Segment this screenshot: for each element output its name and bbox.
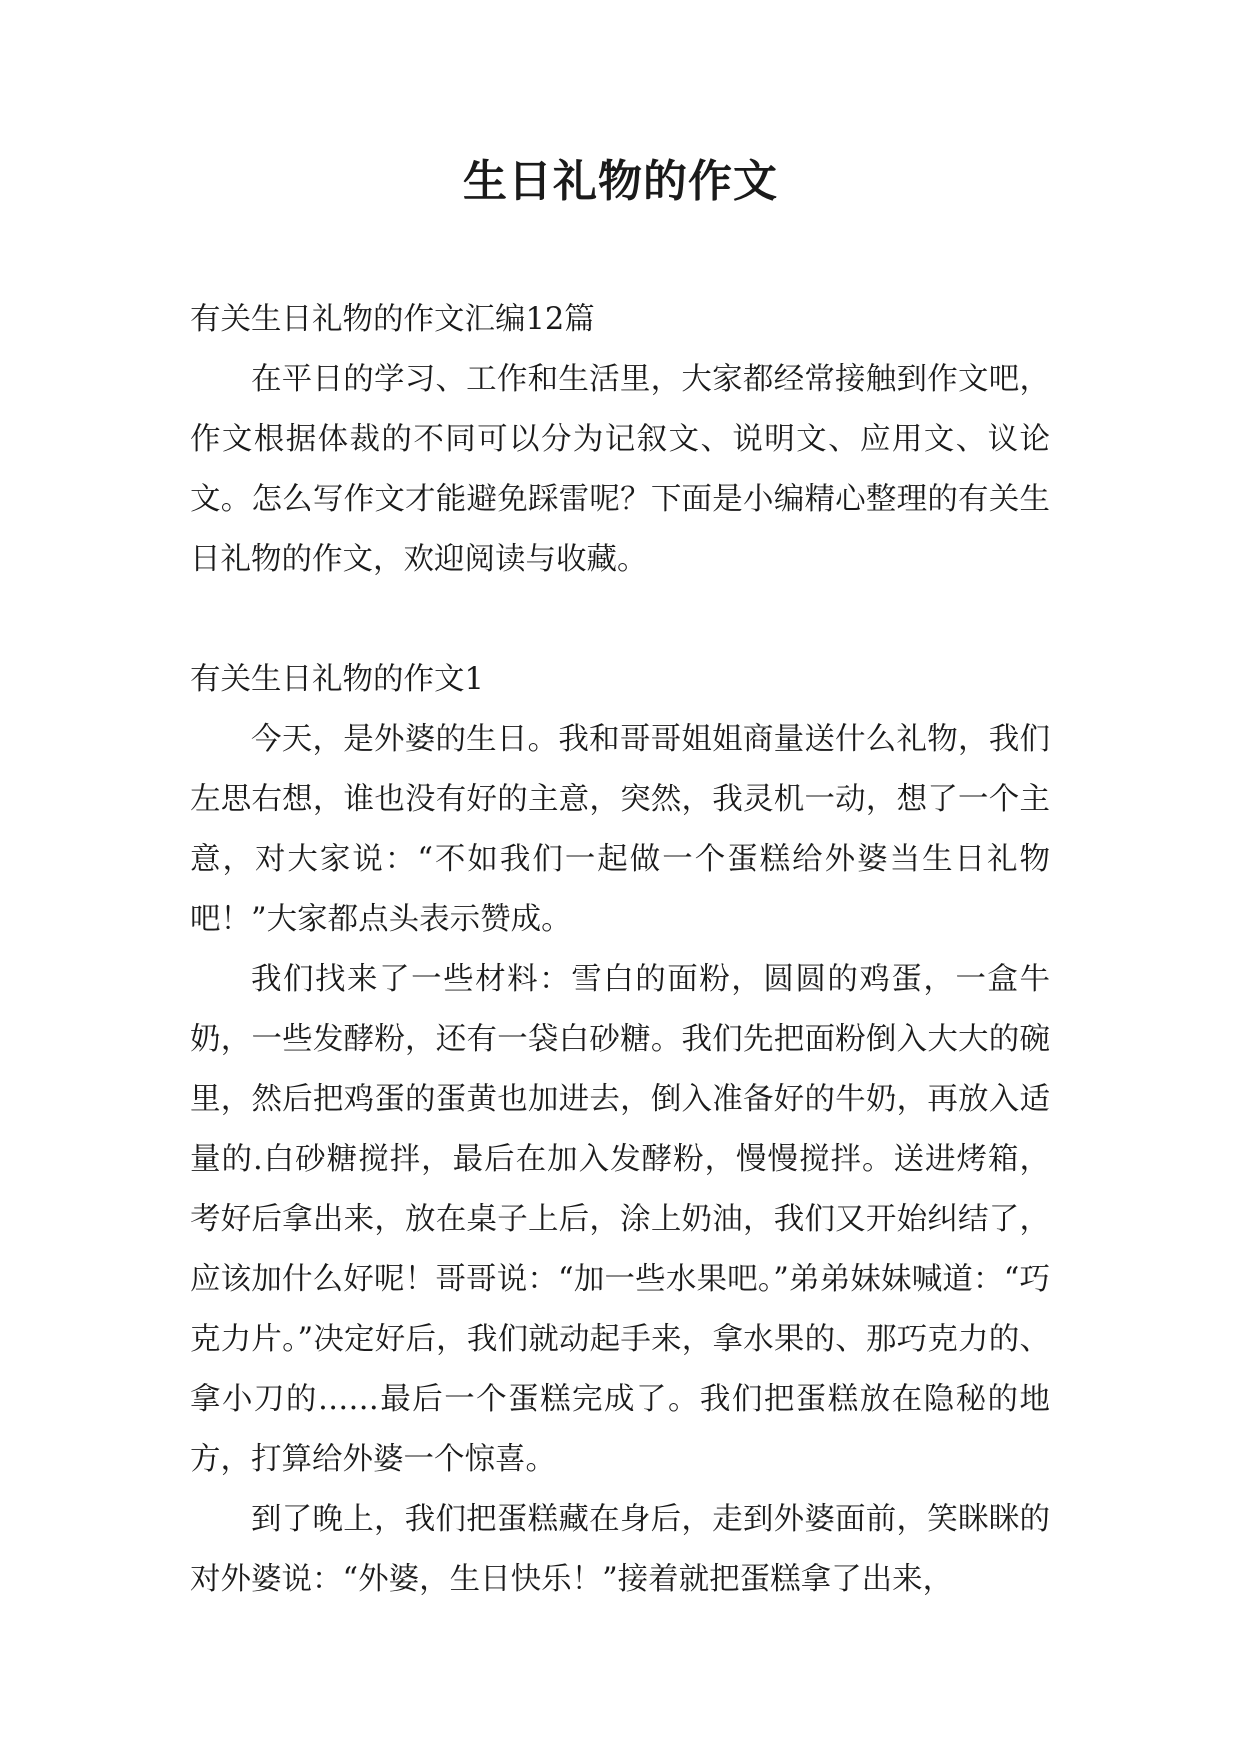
intro-paragraph: 在平日的学习、工作和生活里，大家都经常接触到作文吧，作文根据体裁的不同可以分为记叙文、说明文、应用文、议论文。怎么写作文才能避免踩雷呢？下面是小编精心整理的有关生日礼物的作文，欢迎阅读与收藏。: [190, 362, 1050, 577]
section-heading: 有关生日礼物的作文1: [190, 662, 484, 697]
collection-subtitle: 有关生日礼物的作文汇编12篇: [190, 302, 595, 337]
document-body: [190, 290, 1050, 1610]
body-paragraph: 我们找来了一些材料：雪白的面粉，圆圆的鸡蛋，一盒牛奶，一些发酵粉，还有一袋白砂糖。我们先把面粉倒入大大的碗里，然后把鸡蛋的蛋黄也加进去，倒入准备好的牛奶，再放入适量的.白砂糖搅拌，最后在加入发酵粉，慢慢搅拌。送进烤箱，考好后拿出来，放在桌子上后，涂上奶油，我们又开始纠结了，应该加什么好呢！哥哥说：“加一些水果吧。”弟弟妹妹喊道：“巧克力片。”决定好后，我们就动起手来，拿水果的、那巧克力的、拿小刀的……最后一个蛋糕完成了。我们把蛋糕放在隐秘的地方，打算给外婆一个惊喜。: [190, 962, 1050, 1477]
document-title: 生日礼物的作文: [463, 156, 778, 207]
body-paragraph: 到了晚上，我们把蛋糕藏在身后，走到外婆面前，笑眯眯的对外婆说：“外婆，生日快乐！”接着就把蛋糕拿了出来，: [190, 1502, 1050, 1597]
section-spacer: [190, 590, 1050, 650]
body-paragraph: 今天，是外婆的生日。我和哥哥姐姐商量送什么礼物，我们左思右想，谁也没有好的主意，突然，我灵机一动，想了一个主意，对大家说：“不如我们一起做一个蛋糕给外婆当生日礼物吧！”大家都点头表示赞成。: [190, 722, 1050, 937]
